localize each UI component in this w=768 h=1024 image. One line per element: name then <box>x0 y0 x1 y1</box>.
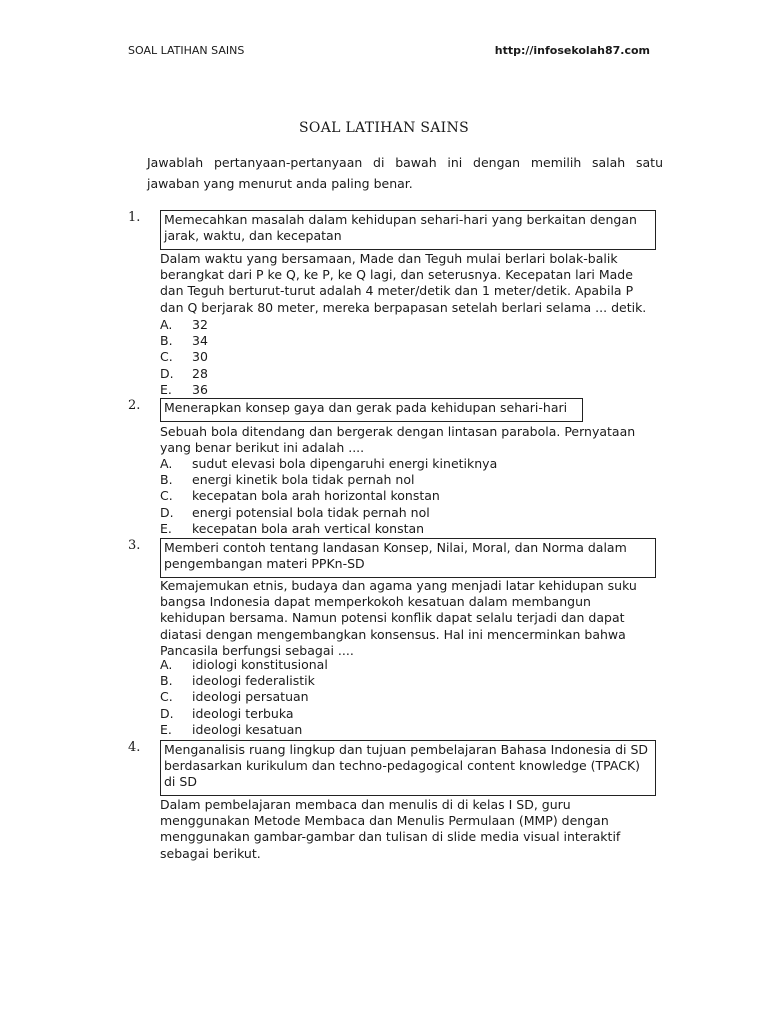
question-3-competency-box: Memberi contoh tentang landasan Konsep, Nilai, Moral, dan Norma dalam pengembangan materi PPKn-SD <box>160 538 656 578</box>
question-2-options <box>160 456 497 537</box>
question-2-option-b[interactable]: B. energi kinetik bola tidak pernah nol <box>160 472 415 488</box>
question-4-stem: Dalam pembelajaran membaca dan menulis di di kelas I SD, guru menggunakan Metode Membaca dan Menulis Permulaan (MMP) dengan menggunakan gambar-gambar dan tulisan di slide media visual interaktif sebagai berikut. <box>160 797 621 861</box>
question-2-option-e[interactable]: E. kecepatan bola arah vertical konstan <box>160 520 425 536</box>
question-4-competency-box: Menganalisis ruang lingkup dan tujuan pembelajaran Bahasa Indonesia di SD berdasarkan kurikulum dan techno-pedagogical content knowledge (TPACK) di SD <box>160 740 656 796</box>
question-3-stem: Kemajemukan etnis, budaya dan agama yang menjadi latar kehidupan suku bangsa Indonesia dapat memperkokoh kesatuan dalam membangun kehidupan bersama. Namun potensi konflik dapat selalu terjadi dan dapat diatasi dengan mengembangkan konsensus. Hal ini mencerminkan bahwa Pancasila berfungsi sebagai .... <box>160 578 637 658</box>
question-1-option-e[interactable]: E. 36 <box>160 381 208 397</box>
question-2-option-c[interactable]: C. kecepatan bola arah horizontal konstan <box>160 488 440 504</box>
question-3-options <box>160 657 328 738</box>
question-1-option-a[interactable]: A. 32 <box>160 317 208 332</box>
question-1-option-b[interactable]: B. 34 <box>160 333 208 349</box>
header-title: SOAL LATIHAN SAINS <box>128 44 245 57</box>
header-url: http://infosekolah87.com <box>494 44 650 57</box>
instructions: Jawablah pertanyaan-pertanyaan di bawah ini dengan memilih salah satu jawaban yang menurut anda paling benar. <box>147 155 663 191</box>
question-1-option-c[interactable]: C. 30 <box>160 349 208 365</box>
question-3-option-c[interactable]: C. ideologi persatuan <box>160 689 309 705</box>
question-3-option-d[interactable]: D. ideologi terbuka <box>160 705 294 721</box>
question-3-option-a[interactable]: A. idiologi konstitusional <box>160 657 328 672</box>
page-header <box>128 42 650 62</box>
question-1-options <box>160 317 208 398</box>
question-1-competency-box: Memecahkan masalah dalam kehidupan sehari-hari yang berkaitan dengan jarak, waktu, dan kecepatan <box>160 210 656 250</box>
question-3-option-e[interactable]: E. ideologi kesatuan <box>160 721 303 737</box>
question-1-number: 1. <box>128 210 141 225</box>
question-2-number: 2. <box>128 398 141 413</box>
question-1-stem: Dalam waktu yang bersamaan, Made dan Teguh mulai berlari bolak-balik berangkat dari P ke Q, ke P, ke Q lagi, dan seterusnya. Kecepatan lari Made dan Teguh berturut-turut adalah 4 meter/detik dan 1 meter/detik. Apabila P dan Q berjarak 80 meter, mereka berpapasan setelah berlari selama ... detik. <box>160 251 647 315</box>
question-3-number: 3. <box>128 538 141 553</box>
question-2-option-d[interactable]: D. energi potensial bola tidak pernah nol <box>160 504 430 520</box>
question-2-competency-box: Menerapkan konsep gaya dan gerak pada kehidupan sehari-hari <box>160 398 583 422</box>
question-2-option-a[interactable]: A. sudut elevasi bola dipengaruhi energi kinetiknya <box>160 456 498 471</box>
page-title: SOAL LATIHAN SAINS <box>299 120 469 136</box>
question-3-option-b[interactable]: B. ideologi federalistik <box>160 673 315 689</box>
question-2-stem: Sebuah bola ditendang dan bergerak dengan lintasan parabola. Pernyataan yang benar berikut ini adalah .... <box>160 424 636 456</box>
question-4-number: 4. <box>128 740 141 755</box>
question-1-option-d[interactable]: D. 28 <box>160 365 208 381</box>
